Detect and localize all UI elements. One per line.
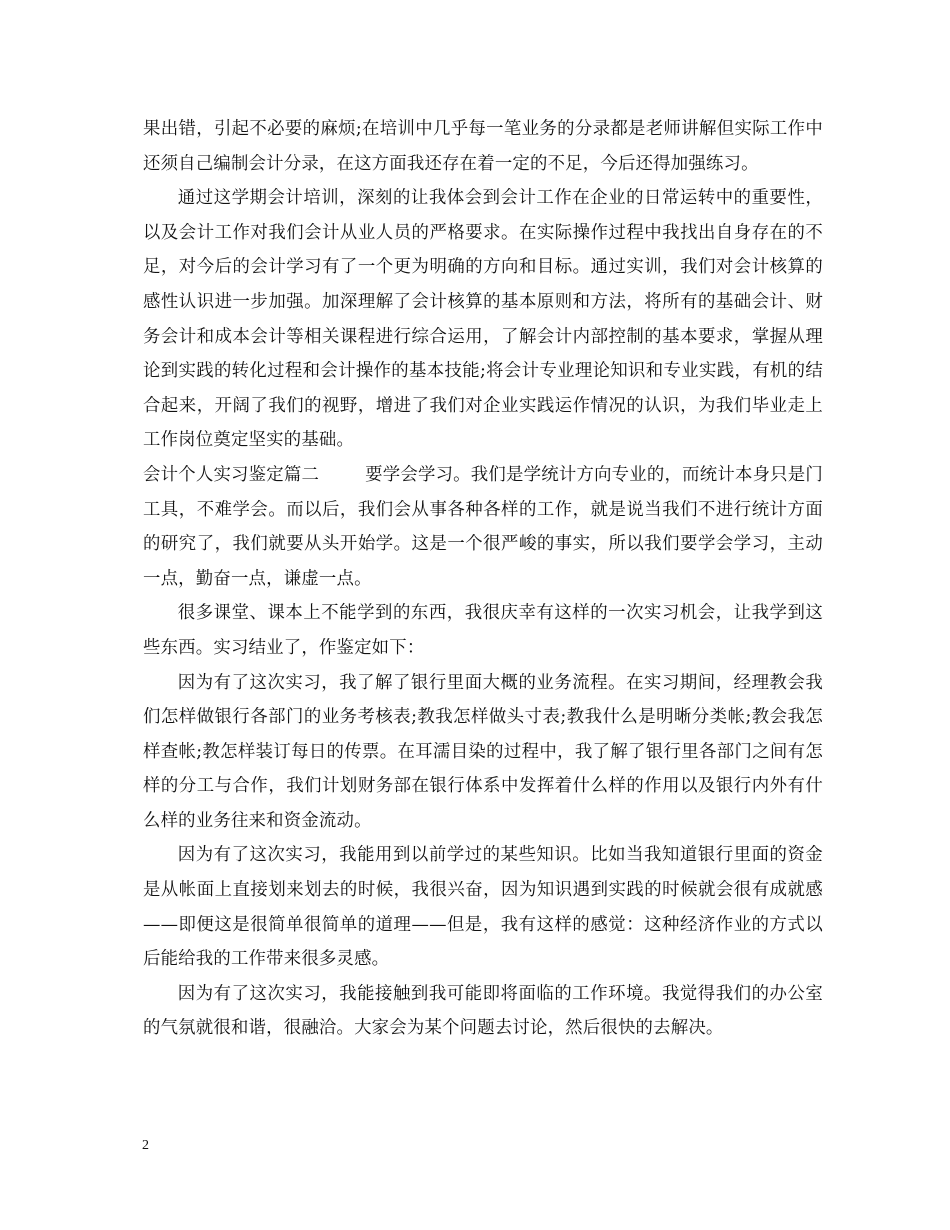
- paragraph-6: 因为有了这次实习，我能用到以前学过的某些知识。比如当我知道银行里面的资金是从帐面上直接划来划去的时候，我很兴奋，因为知识遇到实践的时候就会很有成就感——即便这是很简单很简单的道理——但是，我有这样的感觉：这种经济作业的方式以后能给我的工作带来很多灵感。: [143, 845, 823, 970]
- section-first-text: 要学会学习。我们是学统计方向专业的，而统计本身只是门工具，不难学会。而以后，我们会从事各种各样的工作，就是说当我们不进行统计方面的研究了，我们就要从头开始学。这是一个很严峻的事实，所以我们要学会学习，主动一点，勤奋一点，谦虚一点。: [143, 464, 823, 589]
- page-number: 2: [142, 1138, 149, 1153]
- paragraph-7: 因为有了这次实习，我能接触到我可能即将面临的工作环境。我觉得我们的办公室的气氛就很和谐，很融洽。大家会为某个问题去讨论，然后很快的去解决。: [143, 983, 823, 1039]
- document-body: [143, 112, 823, 1046]
- section-title: 会计个人实习鉴定篇二: [143, 464, 320, 485]
- paragraph-4: 很多课堂、课本上不能学到的东西，我很庆幸有这样的一次实习机会，让我学到这些东西。实习结业了，作鉴定如下：: [143, 603, 823, 658]
- paragraph-1: 果出错，引起不必要的麻烦;在培训中几乎每一笔业务的分录都是老师讲解但实际工作中还须自己编制会计分录，在这方面我还存在着一定的不足，今后还得加强练习。: [143, 119, 823, 174]
- paragraph-2: 通过这学期会计培训，深刻的让我体会到会计工作在企业的日常运转中的重要性，以及会计工作对我们会计从业人员的严格要求。在实际操作过程中我找出自身存在的不足，对今后的会计学习有了一个更为明确的方向和目标。通过实训，我们对会计核算的感性认识进一步加强。加深理解了会计核算的基本原则和方法，将所有的基础会计、财务会计和成本会计等相关课程进行综合运用，了解会计内部控制的基本要求，掌握从理论到实践的转化过程和会计操作的基本技能;将会计专业理论知识和专业实践，有机的结合起来，开阔了我们的视野，增进了我们对企业实践运作情况的认识，为我们毕业走上工作岗位奠定坚实的基础。: [143, 188, 823, 451]
- section-heading-paragraph: [143, 458, 823, 596]
- paragraph-5: 因为有了这次实习，我了解了银行里面大概的业务流程。在实习期间，经理教会我们怎样做银行各部门的业务考核表;教我怎样做头寸表;教我什么是明晰分类帐;教会我怎样查帐;教怎样装订每日的传票。在耳濡目染的过程中，我了解了银行里各部门之间有怎样的分工与合作，我们计划财务部在银行体系中发挥着什么样的作用以及银行内外有什么样的业务往来和资金流动。: [143, 672, 823, 831]
